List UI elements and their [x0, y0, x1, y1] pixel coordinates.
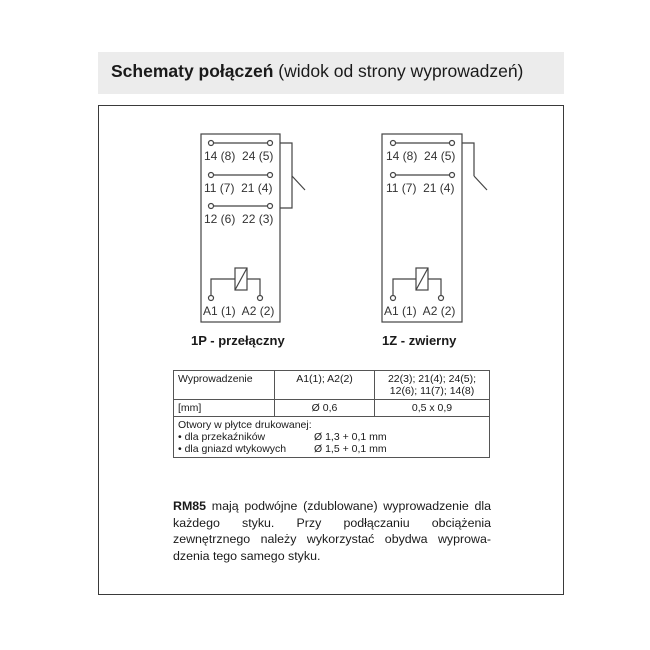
coil-1p	[209, 268, 263, 301]
note-bold: RM85	[173, 499, 207, 513]
pcb-holes-value: Ø 1,3 + 0,1 mm	[314, 431, 387, 443]
contact-12-22-1p	[209, 204, 273, 209]
pcb-holes-line	[178, 431, 485, 443]
table-cell-line: 22(3); 21(4); 24(5);	[387, 373, 477, 385]
switch-arm-1p	[292, 176, 305, 190]
note-paragraph	[173, 498, 491, 564]
switch-link-1z	[462, 143, 474, 176]
note-text: mają podwójne (zdublowane) wyprowadzenie dla każdego styku. Przy podłączaniu obciążenia zewnętrznego należy wykorzystać obydwa wyprowa-dzenia tego samego styku.	[173, 499, 491, 563]
table-row	[174, 417, 490, 458]
pcb-holes-value: Ø 1,5 + 0,1 mm	[314, 443, 387, 455]
section-title-bold: Schematy połączeń	[111, 61, 274, 81]
table-cell	[375, 371, 490, 400]
table-row	[174, 400, 490, 417]
pcb-holes-line	[178, 443, 485, 455]
pcb-holes-cell	[174, 417, 490, 458]
contact-11-21-1p	[209, 173, 273, 178]
table-cell: 0,5 x 0,9	[375, 400, 490, 417]
pcb-holes-item: • dla gniazd wtykowych	[178, 443, 287, 455]
caption-1z: 1Z - zwierny	[382, 333, 457, 348]
pcb-holes-title: Otwory w płytce drukowanej:	[178, 419, 312, 431]
contact-14-24-1z	[391, 141, 455, 146]
caption-1p: 1P - przełączny	[191, 333, 285, 348]
table-row	[174, 371, 490, 400]
switch-link-1p	[280, 143, 292, 208]
pins-row1-1z: 14 (8) 24 (5)	[386, 149, 456, 163]
switch-arm-1z	[474, 176, 487, 190]
coil-1z	[391, 268, 444, 301]
table-cell: Wyprowadzenie	[174, 371, 275, 400]
section-title-rest: (widok od strony wyprowadzeń)	[273, 61, 524, 81]
pcb-holes-item: • dla przekaźników	[178, 431, 266, 443]
table-cell-line: 12(6); 11(7); 14(8)	[389, 385, 475, 397]
pins-row2-1p: 11 (7) 21 (4)	[204, 181, 273, 195]
pins-row3-1p: 12 (6) 22 (3)	[204, 212, 274, 226]
table-cell: A1(1); A2(2)	[275, 371, 375, 400]
table-cell: [mm]	[174, 400, 275, 417]
coil-pins-1z: A1 (1) A2 (2)	[384, 304, 456, 318]
contact-11-21-1z	[391, 173, 455, 178]
contact-14-24-1p	[209, 141, 273, 146]
terminal-spec-table	[173, 370, 490, 458]
table-cell: Ø 0,6	[275, 400, 375, 417]
coil-pins-1p: A1 (1) A2 (2)	[203, 304, 275, 318]
pins-row2-1z: 11 (7) 21 (4)	[386, 181, 455, 195]
pins-row1-1p: 14 (8) 24 (5)	[204, 149, 274, 163]
